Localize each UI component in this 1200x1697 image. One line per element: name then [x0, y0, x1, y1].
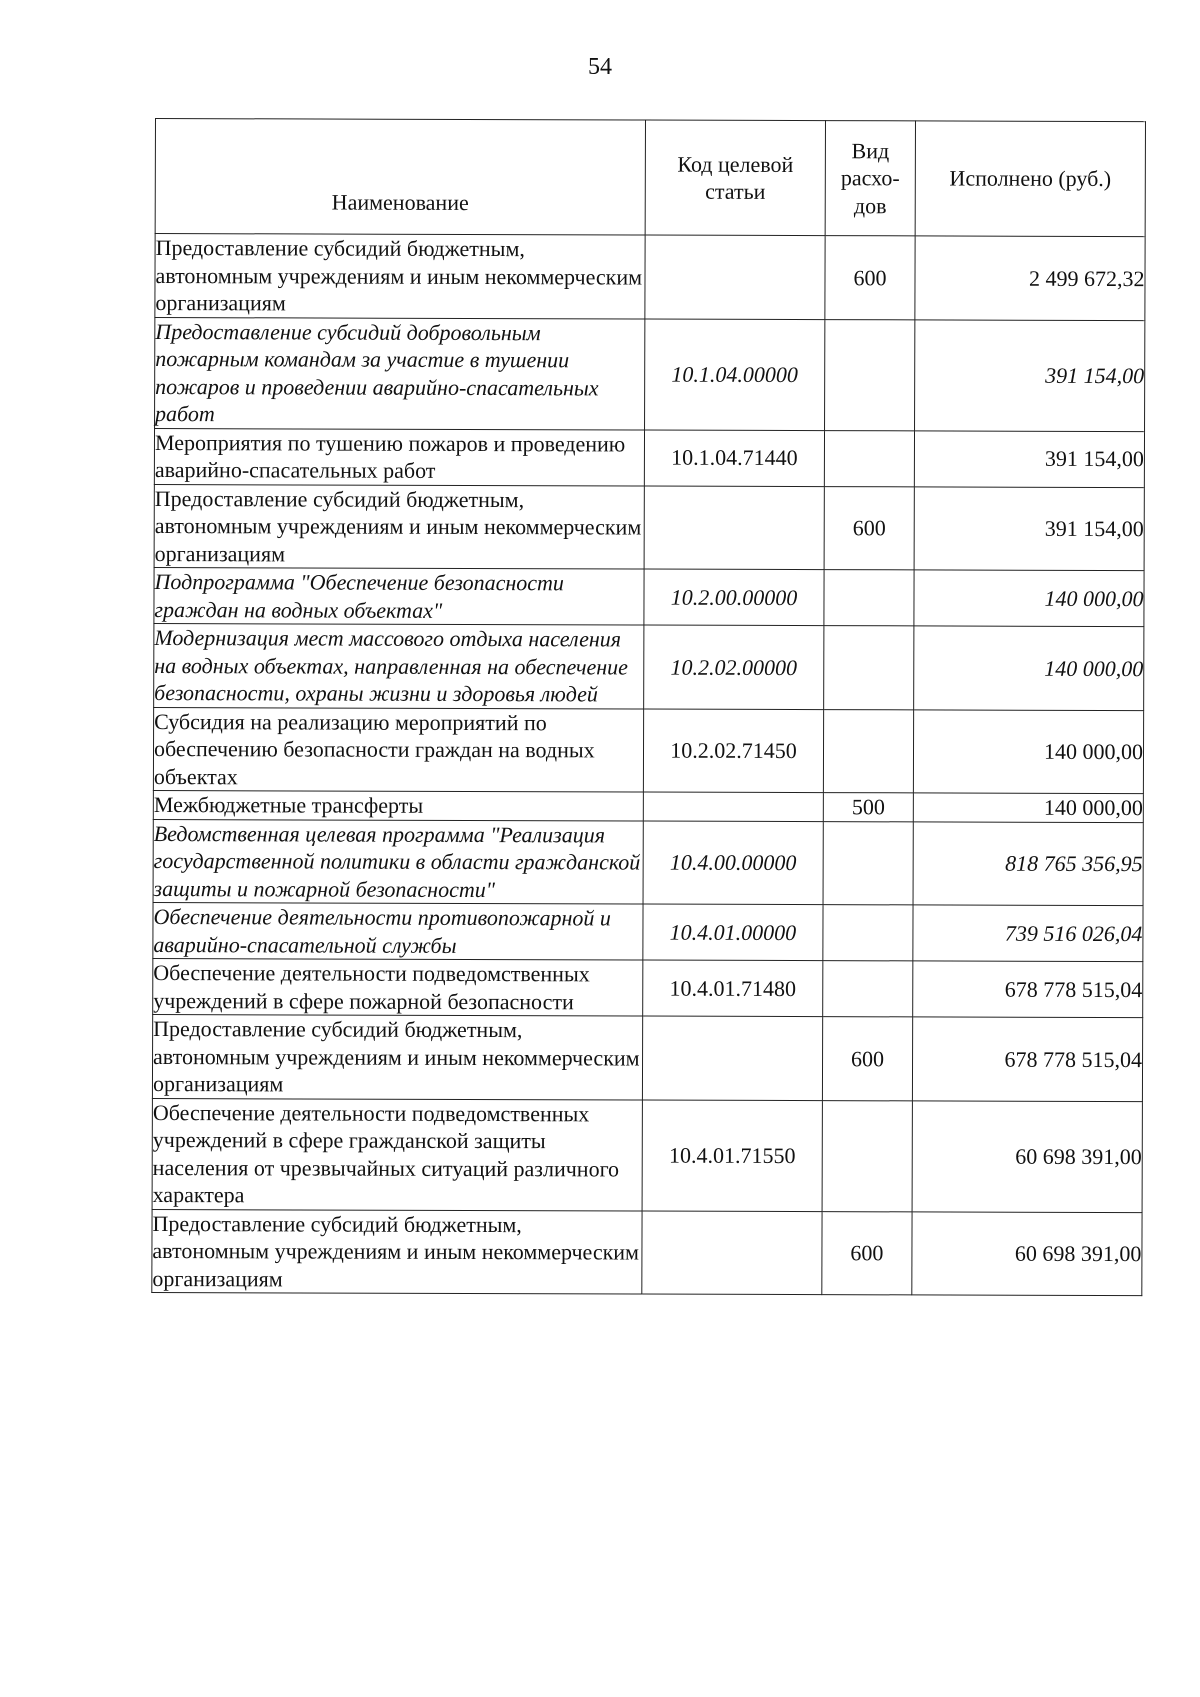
row-kind-cell: 600 — [824, 486, 914, 570]
table-row — [153, 902, 1143, 961]
row-amount-cell: 60 698 391,00 — [912, 1211, 1142, 1295]
row-amount-cell: 739 516 026,04 — [913, 905, 1143, 962]
row-code-cell — [642, 1211, 822, 1295]
row-code-cell: 10.2.02.71450 — [643, 709, 823, 793]
row-code-cell: 10.4.01.71550 — [642, 1100, 822, 1212]
row-name-cell: Межбюджетные трансферты — [153, 790, 643, 820]
table-row — [152, 1098, 1142, 1212]
row-code-cell: 10.2.02.00000 — [644, 625, 824, 709]
table-row — [152, 1209, 1142, 1296]
row-name-cell: Обеспечение деятельности противопожарной и аварийно-спасательной службы — [153, 902, 643, 960]
table-row — [155, 234, 1145, 321]
row-kind-cell — [823, 905, 913, 961]
row-name-cell: Предоставление субсидий добровольным пожарным командам за участие в тушении пожаров и проведении аварийно-спасательных работ — [155, 317, 645, 430]
row-amount-cell: 391 154,00 — [914, 430, 1144, 487]
row-kind-cell: 500 — [823, 793, 913, 822]
row-kind-cell — [825, 319, 915, 430]
header-name: Наименование — [155, 119, 645, 236]
table-row — [154, 484, 1144, 571]
row-code-cell: 10.1.04.00000 — [645, 319, 825, 431]
table-row — [154, 567, 1144, 626]
row-name-cell: Предоставление субсидий бюджетным, автономным учреждениям и иным некоммерческим организациям — [154, 484, 644, 569]
row-code-cell — [644, 486, 824, 570]
row-code-cell: 10.4.01.71480 — [643, 960, 823, 1017]
row-amount-cell: 140 000,00 — [914, 626, 1144, 710]
row-name-cell: Модернизация мест массового отдыха населения на водных объектах, направленная на обеспечение безопасности, охраны жизни и здоровья людей — [154, 623, 644, 708]
row-kind-cell: 600 — [822, 1017, 912, 1101]
row-kind-cell — [824, 570, 914, 626]
row-kind-cell — [824, 430, 914, 486]
header-kind: Вид расхо-дов — [825, 121, 915, 236]
table-row — [154, 623, 1144, 710]
row-code-cell: 10.4.00.00000 — [643, 821, 823, 905]
row-name-cell: Подпрограмма "Обеспечение безопасности граждан на водных объектах" — [154, 567, 644, 625]
row-code-cell — [642, 1016, 822, 1100]
row-amount-cell: 140 000,00 — [913, 709, 1143, 793]
row-name-cell: Субсидия на реализацию мероприятий по обеспечению безопасности граждан на водных объектах — [153, 707, 643, 792]
row-kind-cell — [823, 709, 913, 793]
table-row — [153, 819, 1143, 906]
row-name-cell: Предоставление субсидий бюджетным, автономным учреждениям и иным некоммерческим организациям — [152, 1209, 642, 1294]
budget-execution-table — [151, 118, 1146, 1296]
row-code-cell: 10.1.04.71440 — [644, 430, 824, 487]
table-row — [152, 1014, 1142, 1101]
header-code: Код целевой статьи — [645, 120, 825, 236]
row-amount-cell: 140 000,00 — [913, 793, 1143, 822]
row-kind-cell: 600 — [822, 1211, 912, 1295]
row-amount-cell: 2 499 672,32 — [915, 236, 1145, 320]
table-body — [152, 234, 1145, 1296]
row-amount-cell: 818 765 356,95 — [913, 821, 1143, 905]
row-name-cell: Предоставление субсидий бюджетным, автономным учреждениям и иным некоммерческим организациям — [152, 1014, 642, 1099]
row-amount-cell: 140 000,00 — [914, 570, 1144, 627]
page-number: 54 — [588, 54, 612, 80]
row-code-cell — [645, 235, 825, 319]
row-amount-cell: 60 698 391,00 — [912, 1100, 1142, 1212]
row-name-cell: Предоставление субсидий бюджетным, автономным учреждениям и иным некоммерческим организациям — [155, 234, 645, 319]
table-row — [154, 428, 1144, 487]
row-name-cell: Мероприятия по тушению пожаров и проведению аварийно-спасательных работ — [154, 428, 644, 486]
table-row — [153, 707, 1143, 794]
table-header-row — [155, 119, 1145, 237]
row-code-cell — [643, 792, 823, 821]
row-amount-cell: 391 154,00 — [914, 486, 1144, 570]
row-kind-cell — [824, 626, 914, 710]
row-kind-cell: 600 — [825, 236, 915, 320]
row-kind-cell — [823, 821, 913, 905]
table-row — [153, 790, 1143, 822]
row-code-cell: 10.2.00.00000 — [644, 569, 824, 626]
table-row — [155, 317, 1145, 431]
row-amount-cell: 678 778 515,04 — [912, 1017, 1142, 1101]
row-code-cell: 10.4.01.00000 — [643, 904, 823, 961]
row-amount-cell: 678 778 515,04 — [913, 961, 1143, 1018]
row-name-cell: Ведомственная целевая программа "Реализация государственной политики в области гражданской защиты и пожарной безопасности" — [153, 819, 643, 904]
table-row — [153, 958, 1143, 1017]
row-name-cell: Обеспечение деятельности подведомственных учреждений в сфере пожарной безопасности — [153, 958, 643, 1016]
row-amount-cell: 391 154,00 — [915, 319, 1145, 431]
row-name-cell: Обеспечение деятельности подведомственных учреждений в сфере гражданской защиты населения от чрезвычайных ситуаций различного характера — [152, 1098, 642, 1211]
header-amount: Исполнено (руб.) — [915, 121, 1145, 237]
row-kind-cell — [823, 961, 913, 1017]
row-kind-cell — [822, 1100, 912, 1211]
